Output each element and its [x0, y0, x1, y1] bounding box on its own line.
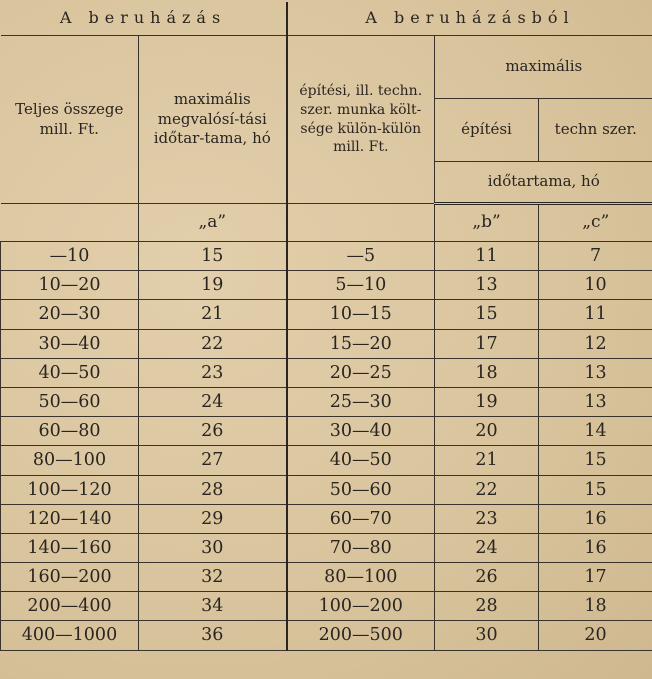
cell-cost: 10—15 — [287, 300, 435, 329]
cell-a: 29 — [139, 504, 287, 533]
cell-cost: 30—40 — [287, 417, 435, 446]
cell-cost: 80—100 — [287, 563, 435, 592]
cell-b: 17 — [435, 329, 539, 358]
col-header-total: Teljes összege mill. Ft. — [1, 36, 139, 204]
cell-a: 22 — [139, 329, 287, 358]
cell-c: 13 — [539, 387, 652, 416]
cell-b: 11 — [435, 242, 539, 271]
group-header-beruhazasbol: A beruházásból — [287, 2, 652, 36]
cell-b: 20 — [435, 417, 539, 446]
cell-c: 18 — [539, 592, 652, 621]
table-row — [1, 592, 652, 621]
cell-cost: 5—10 — [287, 271, 435, 300]
cell-c: 16 — [539, 504, 652, 533]
cell-b: 13 — [435, 271, 539, 300]
cell-cost: 100—200 — [287, 592, 435, 621]
cell-cost: 20—25 — [287, 358, 435, 387]
cell-c: 12 — [539, 329, 652, 358]
group-header-beruhazas: A beruházás — [1, 2, 287, 36]
cell-a: 23 — [139, 358, 287, 387]
cell-a: 28 — [139, 475, 287, 504]
table-row — [1, 329, 652, 358]
cell-b: 23 — [435, 504, 539, 533]
table-row — [1, 563, 652, 592]
cell-b: 22 — [435, 475, 539, 504]
cell-total: 160—200 — [1, 563, 139, 592]
cell-total: 120—140 — [1, 504, 139, 533]
cell-total: 10—20 — [1, 271, 139, 300]
letter-cell-empty — [287, 204, 435, 242]
cell-a: 19 — [139, 271, 287, 300]
cell-c: 20 — [539, 621, 652, 650]
table-body — [1, 242, 652, 651]
cell-b: 15 — [435, 300, 539, 329]
cell-c: 15 — [539, 475, 652, 504]
table-row — [1, 358, 652, 387]
cell-c: 13 — [539, 358, 652, 387]
cell-cost: 25—30 — [287, 387, 435, 416]
table-row — [1, 417, 652, 446]
cell-total: 140—160 — [1, 533, 139, 562]
col-header-epitesi: építési — [435, 99, 539, 162]
cell-total: 30—40 — [1, 329, 139, 358]
col-header-idotartama: időtartama, hó — [435, 162, 652, 204]
cell-a: 36 — [139, 621, 287, 650]
cell-cost: 50—60 — [287, 475, 435, 504]
cell-cost: 200—500 — [287, 621, 435, 650]
cell-cost: 60—70 — [287, 504, 435, 533]
cell-cost: —5 — [287, 242, 435, 271]
cell-total: 20—30 — [1, 300, 139, 329]
cell-c: 10 — [539, 271, 652, 300]
letter-c: „c” — [539, 204, 652, 242]
cell-cost: 70—80 — [287, 533, 435, 562]
cell-cost: 40—50 — [287, 446, 435, 475]
investment-duration-table — [0, 2, 652, 651]
cell-a: 15 — [139, 242, 287, 271]
cell-b: 19 — [435, 387, 539, 416]
table-row — [1, 504, 652, 533]
cell-b: 26 — [435, 563, 539, 592]
table-row — [1, 446, 652, 475]
cell-c: 16 — [539, 533, 652, 562]
table-row — [1, 300, 652, 329]
cell-b: 28 — [435, 592, 539, 621]
table-row — [1, 242, 652, 271]
cell-a: 32 — [139, 563, 287, 592]
cell-total: 400—1000 — [1, 621, 139, 650]
cell-b: 24 — [435, 533, 539, 562]
cell-c: 7 — [539, 242, 652, 271]
col-header-duration: maximális megvalósí-tási időtar-tama, hó — [139, 36, 287, 204]
cell-c: 17 — [539, 563, 652, 592]
cell-total: —10 — [1, 242, 139, 271]
cell-a: 30 — [139, 533, 287, 562]
cell-b: 30 — [435, 621, 539, 650]
col-header-techn: techn szer. — [539, 99, 652, 162]
col-header-construction-cost: építési, ill. techn. szer. munka költ-sége külön-külön mill. Ft. — [287, 36, 435, 204]
table-row — [1, 533, 652, 562]
cell-cost: 15—20 — [287, 329, 435, 358]
table-row — [1, 475, 652, 504]
cell-total: 40—50 — [1, 358, 139, 387]
cell-total: 200—400 — [1, 592, 139, 621]
table-row — [1, 621, 652, 650]
letter-b: „b” — [435, 204, 539, 242]
cell-total: 80—100 — [1, 446, 139, 475]
cell-total: 60—80 — [1, 417, 139, 446]
cell-a: 27 — [139, 446, 287, 475]
cell-a: 24 — [139, 387, 287, 416]
letter-a: „a” — [139, 204, 287, 242]
cell-b: 18 — [435, 358, 539, 387]
cell-c: 15 — [539, 446, 652, 475]
cell-b: 21 — [435, 446, 539, 475]
cell-a: 21 — [139, 300, 287, 329]
cell-c: 11 — [539, 300, 652, 329]
table-row — [1, 271, 652, 300]
letter-cell-empty — [1, 204, 139, 242]
cell-total: 100—120 — [1, 475, 139, 504]
col-header-maximalis: maximális — [435, 36, 652, 99]
cell-total: 50—60 — [1, 387, 139, 416]
cell-c: 14 — [539, 417, 652, 446]
cell-a: 26 — [139, 417, 287, 446]
cell-a: 34 — [139, 592, 287, 621]
table-row — [1, 387, 652, 416]
